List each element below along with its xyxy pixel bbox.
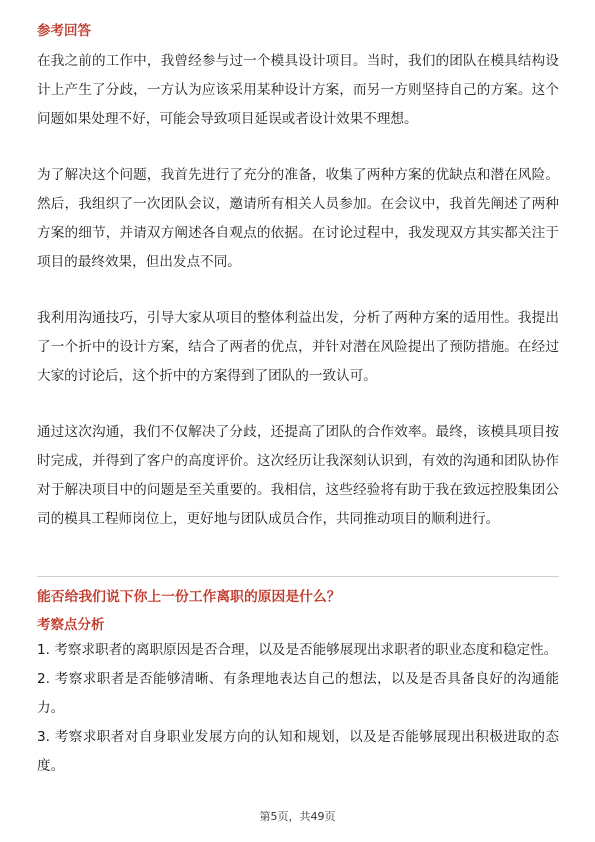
question-heading: 能否给我们说下你上一份工作离职的原因是什么？: [37, 589, 341, 605]
analysis-item: 2. 考察求职者是否能够清晰、有条理地表达自己的想法，以及是否具备良好的沟通能力。: [37, 671, 559, 716]
answer-paragraph-3: 我利用沟通技巧，引导大家从项目的整体利益出发，分析了两种方案的适用性。我提出了一个折中的设计方案，结合了两者的优点，并针对潜在风险提出了预防措施。在经过大家的讨论后，这个折中的方案得到了团队的一致认可。: [37, 310, 559, 384]
analysis-item: 1. 考察求职者的离职原因是否合理，以及是否能够展现出求职者的职业态度和稳定性。: [37, 642, 558, 658]
answer-paragraph-1: 在我之前的工作中，我曾经参与过一个模具设计项目。当时，我们的团队在模具结构设计上产生了分歧，一方认为应该采用某种设计方案，而另一方则坚持自己的方案。这个问题如果处理不好，可能会导致项目延误或者设计效果不理想。: [37, 53, 559, 127]
page-number-footer: 第5页，共49页: [259, 810, 336, 823]
section-divider: [37, 576, 559, 577]
answer-paragraph-2: 为了解决这个问题，我首先进行了充分的准备，收集了两种方案的优缺点和潜在风险。然后，我组织了一次团队会议，邀请所有相关人员参加。在会议中，我首先阐述了两种方案的细节，并请双方阐述各自观点的依据。在讨论过程中，我发现双方其实都关注于项目的最终效果，但出发点不同。: [37, 167, 559, 270]
analysis-list: [37, 636, 559, 781]
answer-heading: 参考回答: [37, 23, 91, 39]
answer-paragraph-4: 通过这次沟通，我们不仅解决了分歧，还提高了团队的合作效率。最终，该模具项目按时完成，并得到了客户的高度评价。这次经历让我深刻认识到，有效的沟通和团队协作对于解决项目中的问题是至关重要的。我相信，这些经验将有助于我在致远控股集团公司的模具工程师岗位上，更好地与团队成员合作，共同推动项目的顺利进行。: [37, 424, 559, 527]
analysis-item: 3. 考察求职者对自身职业发展方向的认知和规划，以及是否能够展现出积极进取的态度。: [37, 729, 559, 774]
analysis-heading: 考察点分析: [37, 617, 105, 633]
